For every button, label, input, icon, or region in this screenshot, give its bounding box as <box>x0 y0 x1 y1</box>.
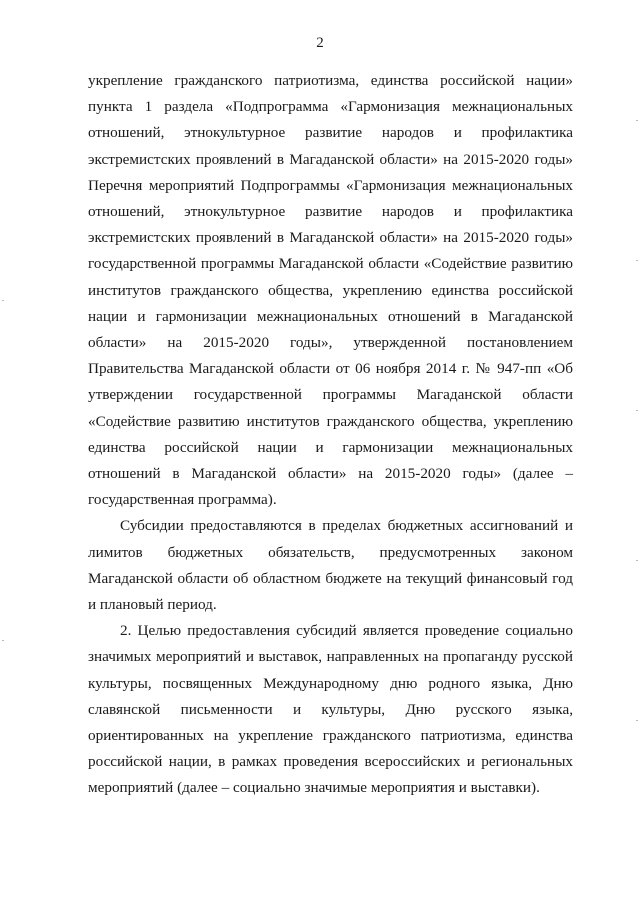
left-margin-scan-marks <box>2 0 6 905</box>
scan-mark <box>636 410 638 411</box>
paragraph-program-reference: укрепление гражданского патриотизма, единства российской нации» пункта 1 раздела «Подпрограмма «Гармонизация межнациональных отношений, этнокультурное развитие народов и профилактика экстремистских проявлений в Магаданской области» на 2015-2020 годы» Перечня мероприятий Подпрограммы «Гармонизация межнациональных отношений, этнокультурное развитие народов и профилактика экстремистских проявлений в Магаданской области» на 2015-2020 годы» государственной программы Магаданской области «Содействие развитию институтов гражданского общества, укреплению единства российской нации и гармонизации межнациональных отношений в Магаданской области» на 2015-2020 годы», утвержденной постановлением Правительства Магаданской области от 06 ноября 2014 г. № 947-пп «Об утверждении государственной программы Магаданской области «Содействие развитию институтов гражданского общества, укреплению единства российской нации и гармонизации межнациональных отношений в Магаданской области» на 2015-2020 годы» (далее – государственная программа). <box>88 72 573 509</box>
scan-mark <box>636 260 638 261</box>
scan-mark <box>2 300 4 301</box>
document-body <box>88 68 573 802</box>
scan-mark <box>636 120 638 121</box>
paragraph-subsidy-purpose: 2. Целью предоставления субсидий является проведение социально значимых мероприятий и выставок, направленных на пропаганду русской культуры, посвященных Международному дню родного языка, Дню славянской письменности и культуры, Дню русского языка, ориентированных на укрепление гражданского патриотизма, единства российской нации, в рамках проведения всероссийских и региональных мероприятий (далее – социально значимые мероприятия и выставки). <box>88 622 573 797</box>
scan-mark <box>2 640 4 641</box>
scan-mark <box>636 560 638 561</box>
paragraph-subsidies-limits: Субсидии предоставляются в пределах бюджетных ассигнований и лимитов бюджетных обязательств, предусмотренных законом Магаданской области об областном бюджете на текущий финансовый год и плановый период. <box>88 517 573 614</box>
right-margin-scan-marks <box>634 0 638 905</box>
page-number: 2 <box>316 35 324 51</box>
scan-mark <box>636 720 638 721</box>
